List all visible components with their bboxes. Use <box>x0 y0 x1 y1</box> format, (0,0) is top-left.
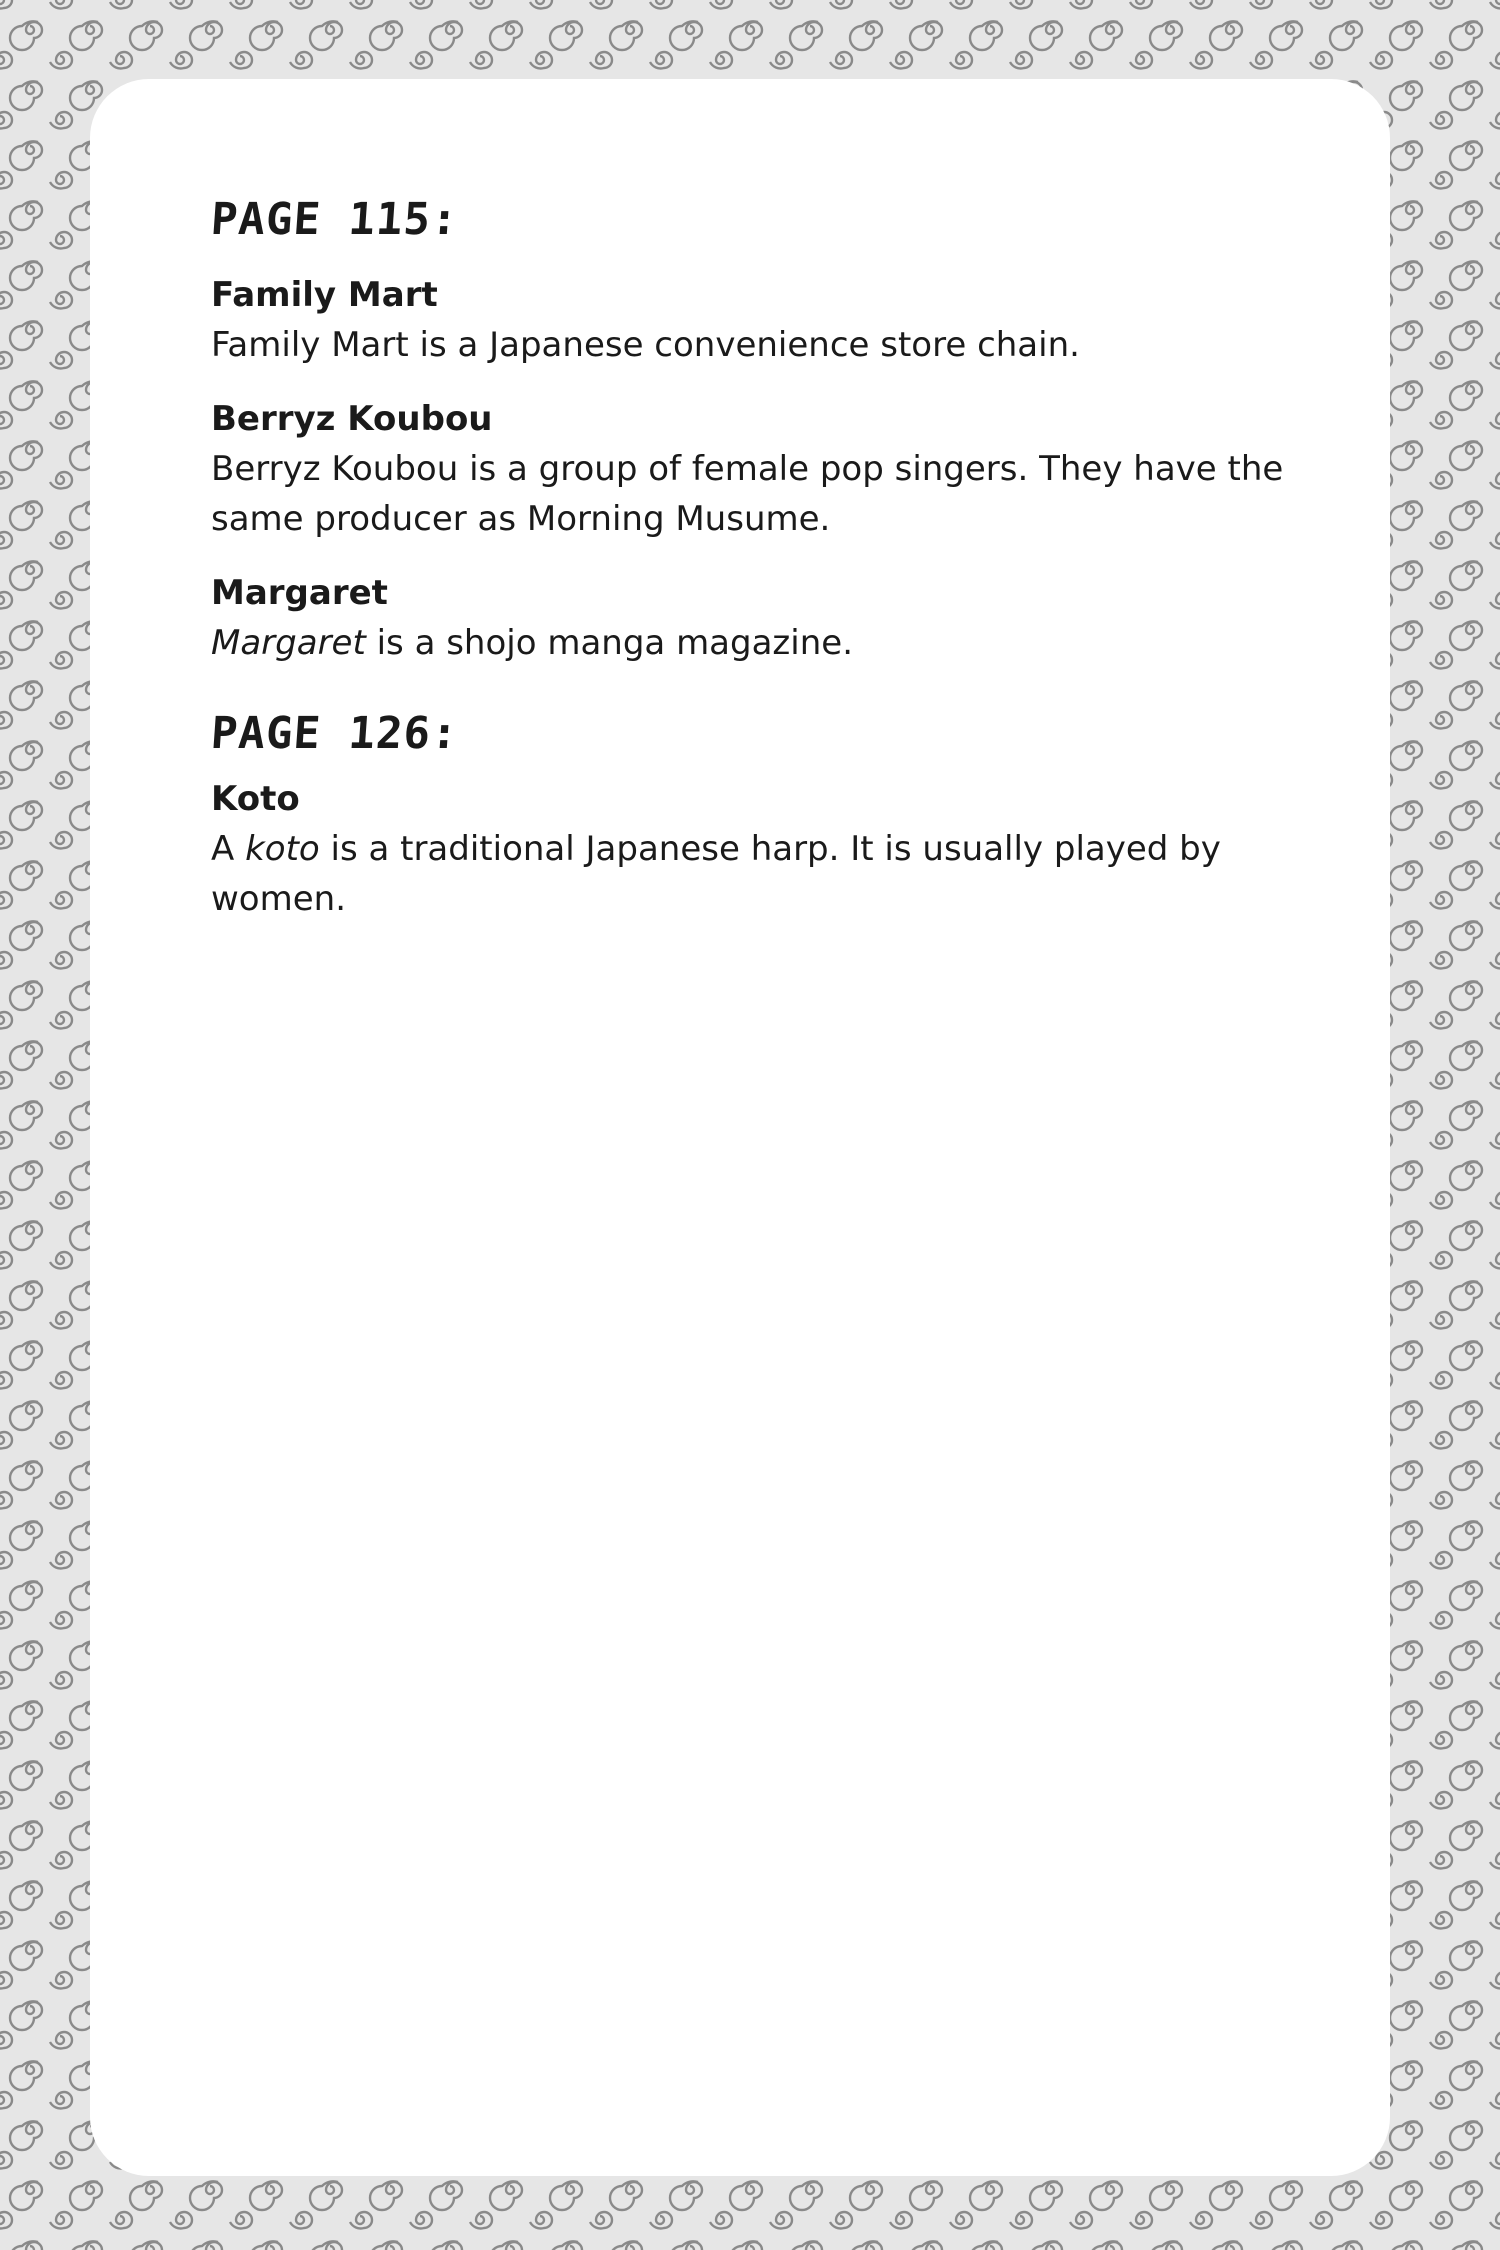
glossary-entry-margaret <box>211 568 1291 668</box>
section-heading: PAGE 115: <box>209 194 461 245</box>
entry-description-text: Family Mart is a Japanese convenience store chain. <box>211 325 1080 365</box>
entry-description-text: is a shojo manga magazine. <box>365 623 854 663</box>
entry-term: Margaret <box>211 573 388 613</box>
entry-term: Berryz Koubou <box>211 399 493 439</box>
glossary-section-page-126 <box>211 706 1291 924</box>
glossary-entry-berryz-koubou <box>211 394 1291 544</box>
section-heading: PAGE 126: <box>209 708 461 759</box>
entry-description <box>211 824 1291 924</box>
entry-term: Koto <box>211 779 300 819</box>
glossary-entry-family-mart <box>211 270 1291 370</box>
glossary-content <box>211 192 1291 948</box>
entry-description-italic: Margaret <box>211 623 366 663</box>
glossary-section-page-115 <box>211 192 1291 668</box>
entry-term: Family Mart <box>211 275 438 315</box>
glossary-entry-koto <box>211 774 1291 924</box>
entry-description-text: is a traditional Japanese harp. It is usually played by women. <box>211 829 1221 919</box>
entry-description <box>211 320 1291 370</box>
entry-description <box>211 618 1291 668</box>
entry-description <box>211 444 1291 544</box>
entry-description-text: Berryz Koubou is a group of female pop singers. They have the same producer as Morning Musume. <box>211 449 1284 539</box>
entry-description-italic: koto <box>245 829 320 869</box>
entry-description-text: A <box>211 829 246 869</box>
